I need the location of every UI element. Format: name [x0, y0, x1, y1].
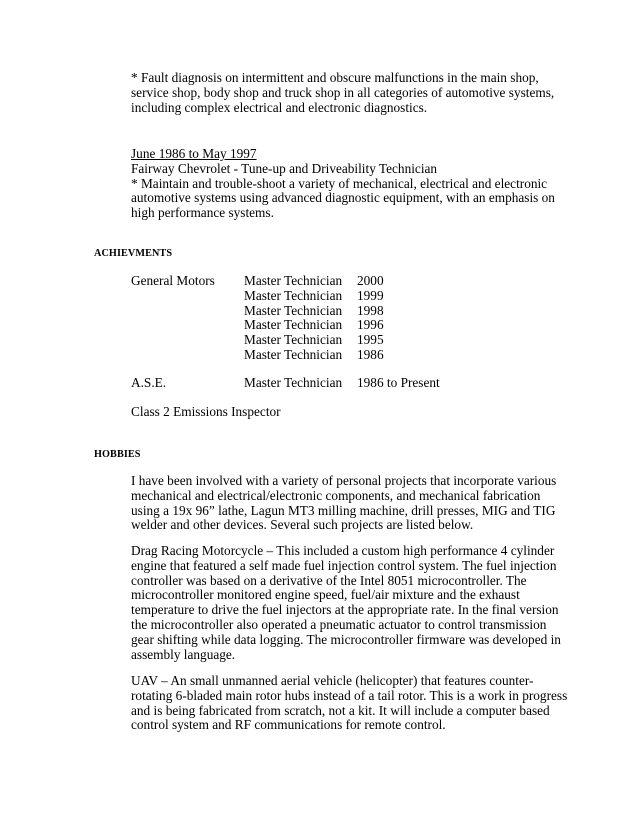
hobbies-intro-line: welder and other devices. Several such projects are listed below.: [131, 517, 474, 533]
achievement-org: A.S.E.: [131, 375, 167, 390]
achievement-year: 1986 to Present: [357, 375, 440, 390]
achievement-year: 1996: [357, 317, 384, 333]
hobbies-heading: HOBBIES: [94, 449, 141, 460]
achievements-heading: ACHIEVMENTS: [94, 248, 173, 259]
project-line: gear shifting while data logging. The microcontroller firmware was developed in: [131, 631, 561, 647]
achievements-table: [131, 274, 551, 363]
achievement-title: Master Technician: [244, 346, 343, 362]
fault-line: * Fault diagnosis on intermittent and obscure malfunctions in the main shop,: [131, 70, 539, 85]
project-line: temperature to drive the fuel injectors at the appropriate rate. In the final version: [131, 602, 559, 618]
drag-racing-project: [131, 543, 561, 662]
achievement-year: 1986: [357, 346, 384, 362]
project-line: UAV – An small unmanned aerial vehicle (helicopter) that features counter-: [131, 673, 534, 688]
job-entry: [131, 146, 555, 221]
achievement-title: Master Technician: [244, 317, 343, 333]
achievement-year: 1998: [357, 302, 384, 318]
achievement-title: Master Technician: [244, 273, 343, 288]
project-line: engine that featured a self made fuel injection control system. The fuel injection: [131, 557, 557, 573]
achievement-row: [131, 333, 477, 348]
project-line: assembly language.: [131, 646, 236, 662]
achievement-title: Master Technician: [244, 287, 343, 303]
job-dates: June 1986 to May 1997: [131, 146, 257, 161]
achievement-year: 1995: [357, 332, 384, 348]
ase-row: [131, 376, 551, 391]
hobbies-intro-line: using a 19x 96” lathe, Lagun MT3 milling machine, drill presses, MIG and TIG: [131, 502, 556, 518]
achievement-row: [131, 304, 477, 319]
achievement-row: [131, 318, 477, 333]
hobbies-intro-line: mechanical and electrical/electronic components, and mechanical fabrication: [131, 487, 541, 503]
job-desc-line: high performance systems.: [131, 205, 274, 221]
fault-line: including complex electrical and electronic diagnostics.: [131, 99, 428, 115]
achievement-org: General Motors: [131, 273, 215, 288]
achievement-row: [131, 348, 477, 363]
achievement-title: Master Technician: [244, 302, 343, 318]
project-line: rotating 6-bladed main rotor hubs instead of a tail rotor. This is a work in progress: [131, 687, 568, 703]
job-desc-line: * Maintain and trouble-shoot a variety of mechanical, electrical and electronic: [131, 175, 548, 191]
achievement-title: Master Technician: [244, 375, 343, 390]
hobbies-intro-line: I have been involved with a variety of personal projects that incorporate various: [131, 473, 557, 488]
achievement-year: 2000: [357, 273, 384, 288]
project-line: control system and RF communications for remote control.: [131, 717, 446, 733]
achievement-year: 1999: [357, 287, 384, 303]
project-line: Drag Racing Motorcycle – This included a custom high performance 4 cylinder: [131, 543, 555, 558]
fault-diagnosis-block: [131, 70, 555, 115]
project-line: microcontroller monitored engine speed, fuel/air mixture and the exhaust: [131, 587, 520, 603]
job-title: Fairway Chevrolet - Tune-up and Driveability Technician: [131, 160, 438, 176]
project-line: the microcontroller also operated a pneumatic actuator to control transmission: [131, 616, 547, 632]
project-line: and is being fabricated from scratch, not a kit. It will include a computer based: [131, 702, 550, 718]
achievement-title: Master Technician: [244, 332, 343, 348]
job-desc-line: automotive systems using advanced diagnostic equipment, with an emphasis on: [131, 190, 555, 206]
achievement-row: [131, 289, 477, 304]
achievement-row: [131, 274, 477, 289]
hobbies-intro: [131, 473, 557, 533]
uav-project: [131, 673, 568, 733]
emissions-inspector: Class 2 Emissions Inspector: [131, 404, 281, 419]
fault-line: service shop, body shop and truck shop in all categories of automotive systems,: [131, 84, 555, 100]
project-line: controller was based on a derivative of the Intel 8051 microcontroller. The: [131, 572, 527, 588]
